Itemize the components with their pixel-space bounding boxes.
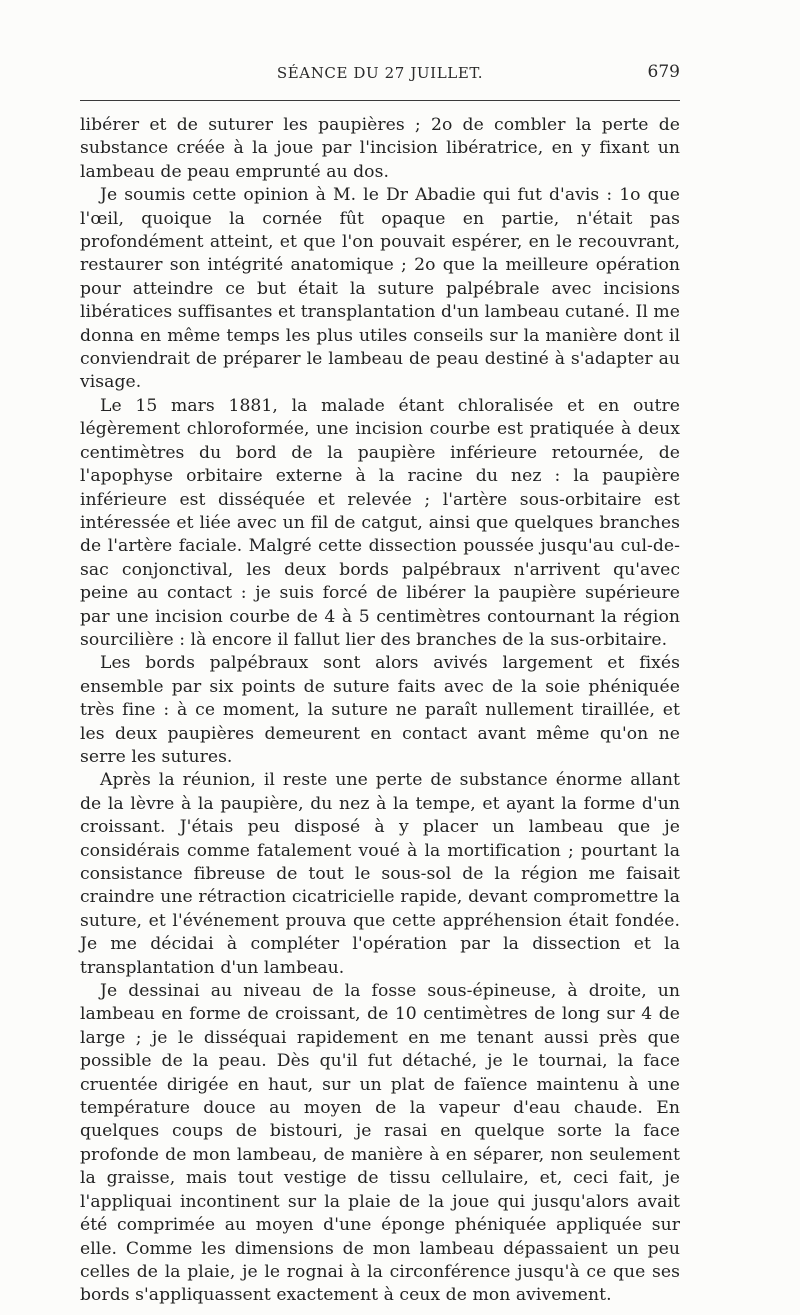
paragraph-flap: Je dessinai au niveau de la fosse sous-épineuse, à droite, un lambeau en forme de croissant, de 10 centimètres de long sur 4 de large ; je le disséquai rapidement en me tenant aussi près que possible de la peau. Dès qu'il fut détaché, je le tournai, la face cruentée dirigée en haut, sur un plat de faïence maintenu à une température douce au moyen de la vapeur d'eau chaude. En quelques coups de bistouri, je rasai en quelque sorte la face profonde de mon lambeau, de manière à en séparer, non seulement la graisse, mais tout vestige de tissu cellulaire, et, ceci fait, je l'appliquai incontinent sur la plaie de la joue qui jusqu'alors avait été comprimée au moyen d'une éponge phéniquée appliquée sur elle. Comme les dimensions de mon lambeau dépassaient un peu celles de la plaie, je le rognai à la circonférence jusqu'à ce que ses bords s'appliquassent exactement à ceux de mon avivement. [80,981,680,1306]
page-number: 679 [647,62,680,82]
paragraph-after-reunion: Après la réunion, il reste une perte de substance énorme allant de la lèvre à la paupière, du nez à la tempe, et ayant la forme d'un croissant. J'étais peu disposé à y placer un lambeau que je considérais comme fatalement voué à la mortification ; pourtant la consistance fibreuse de tout le sous-sol de la région me faisait craindre une rétraction cicatricielle rapide, devant compromettre la suture, et l'événement prouva que cette appréhension était fondée. Je me décidai à compléter l'opération par la dissection et la transplantation d'un lambeau. [80,770,680,978]
paragraph-continuation: libérer et de suturer les paupières ; 2o de combler la perte de substance créée à la joue par l'incision libératrice, en y fixant un lambeau de peau emprunté au dos. [80,115,680,182]
page-header [80,62,680,88]
header-rule [80,100,680,101]
running-title: SÉANCE DU 27 JUILLET. [276,64,484,82]
paragraph-abadie-opinion: Je soumis cette opinion à M. le Dr Abadie qui fut d'avis : 1o que l'œil, quoique la cornée fût opaque en partie, n'était pas profondément atteint, et que l'on pouvait espérer, en le recouvrant, restaurer son intégrité anatomique ; 2o que la meilleure opération pour atteindre ce but était la suture palpébrale avec incisions libératices suffisantes et transplantation d'un lambeau cutané. Il me donna en même temps les plus utiles conseils sur la manière dont il conviendrait de préparer le lambeau de peau destiné à s'adapter au visage. [80,185,680,393]
body-text [80,114,680,1308]
paragraph-suture: Les bords palpébraux sont alors avivés largement et fixés ensemble par six points de suture faits avec de la soie phéniquée très fine : à ce moment, la suture ne paraît nullement tiraillée, et les deux paupières demeurent en contact avant même qu'on ne serre les sutures. [80,653,680,767]
paragraph-operation-15-mars: Le 15 mars 1881, la malade étant chloralisée et en outre légèrement chloroformée, une incision courbe est pratiquée à deux centimètres du bord de la paupière inférieure retournée, de l'apophyse orbitaire externe à la racine du nez : la paupière inférieure est disséquée et relevée ; l'artère sous-orbitaire est intéressée et liée avec un fil de catgut, ainsi que quelques branches de l'artère faciale. Malgré cette dissection poussée jusqu'au cul-de-sac conjonctival, les deux bords palpébraux n'arrivent qu'avec peine au contact : je suis forcé de libérer la paupière supérieure par une incision courbe de 4 à 5 centimètres contournant la région sourcilière : là encore il fallut lier des branches de la sus-orbitaire. [80,395,680,650]
